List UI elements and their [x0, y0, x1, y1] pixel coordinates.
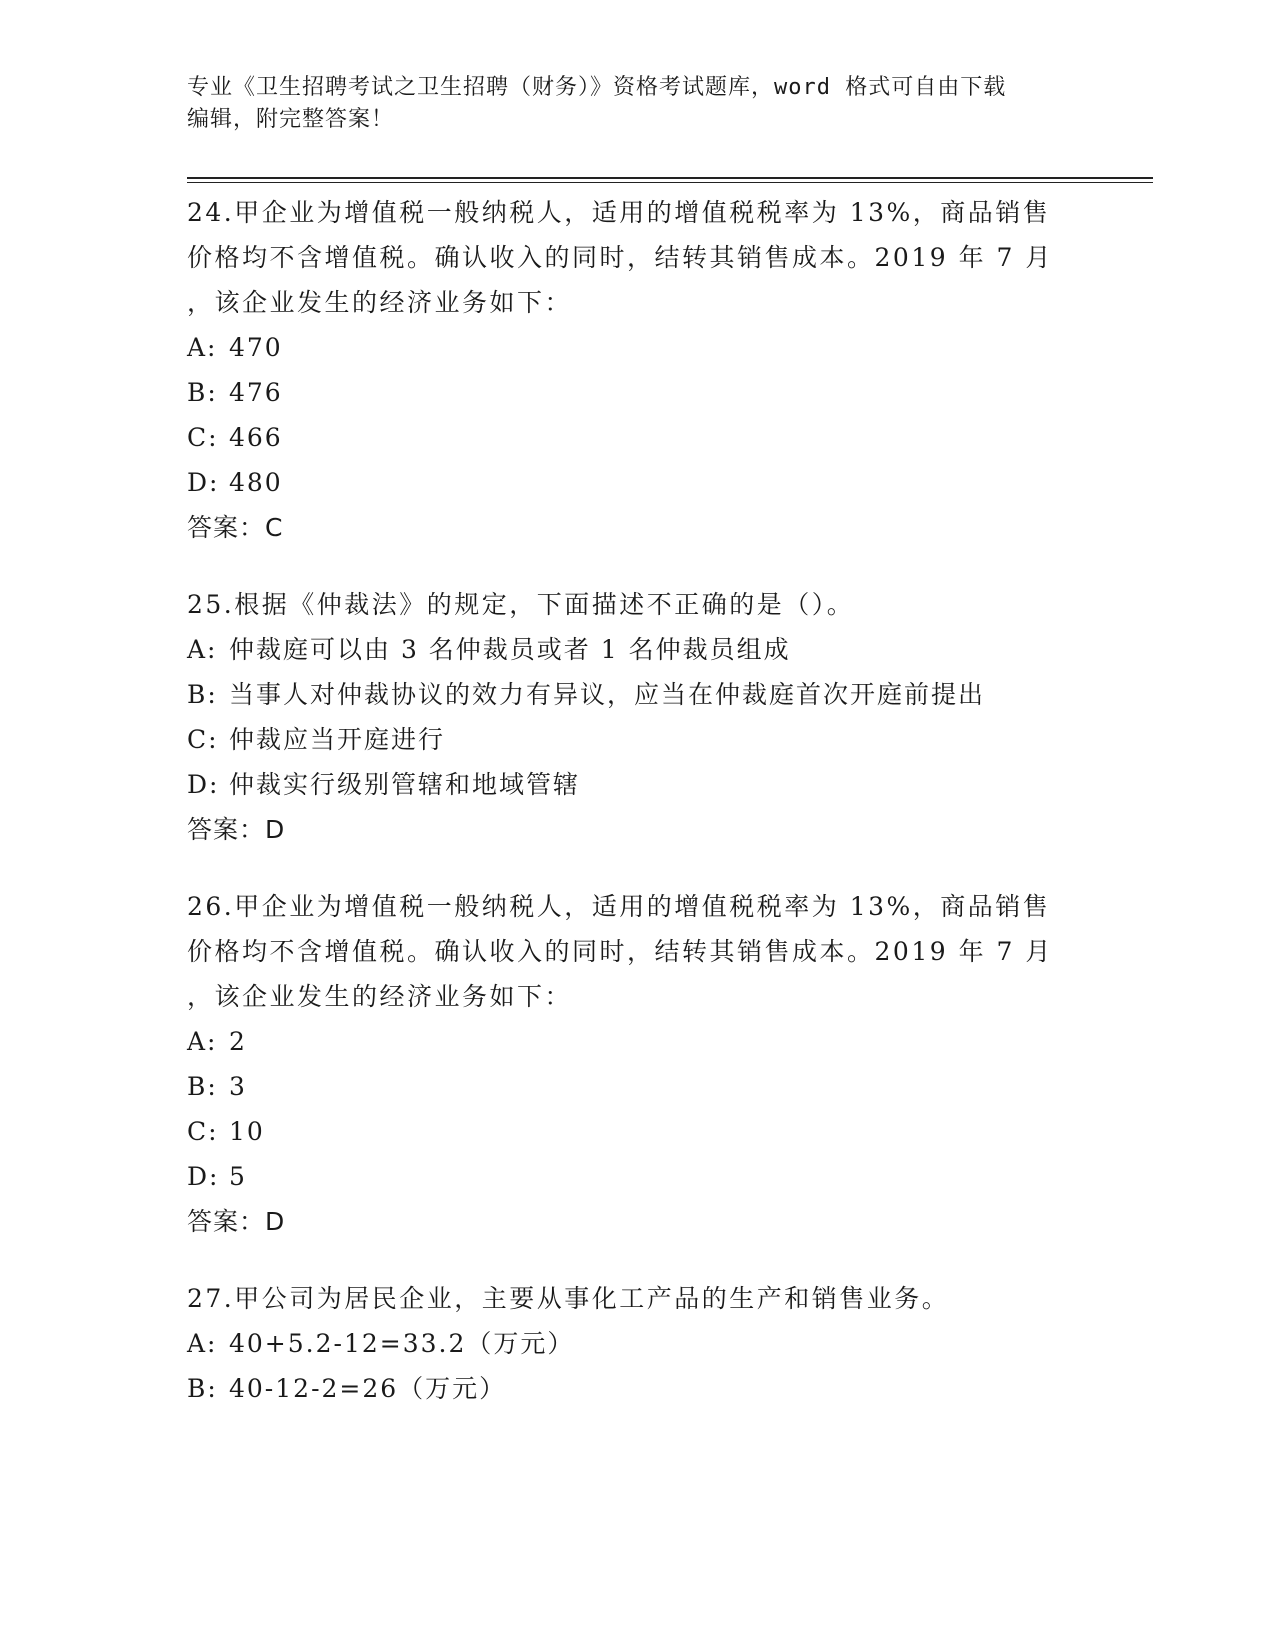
- question-24: [187, 190, 1087, 550]
- option-key: A:: [187, 1329, 218, 1358]
- option-b: [187, 370, 1087, 415]
- stem-line: ，该企业发生的经济业务如下：: [187, 982, 573, 1011]
- option-b: [187, 672, 1087, 717]
- option-text: 466: [229, 423, 283, 452]
- option-text: 40+5.2-12=33.2（万元）: [229, 1329, 575, 1358]
- option-text: 2: [229, 1027, 247, 1056]
- option-b: [187, 1064, 1087, 1109]
- option-b: [187, 1366, 1087, 1411]
- header-divider-thin: [187, 182, 1153, 183]
- answer-line: 答案：D: [187, 815, 286, 844]
- question-list: [187, 190, 1087, 1443]
- question-stem: [187, 884, 1087, 1019]
- option-text: 10: [229, 1117, 265, 1146]
- option-text: 当事人对仲裁协议的效力有异议，应当在仲裁庭首次开庭前提出: [229, 680, 986, 709]
- stem-line: 24.甲企业为增值税一般纳税人，适用的增值税税率为 13%，商品销售: [187, 198, 1051, 227]
- option-a: [187, 325, 1087, 370]
- question-stem: [187, 190, 1087, 325]
- option-key: B:: [187, 1374, 218, 1403]
- question-stem: [187, 1276, 1087, 1321]
- option-key: A:: [187, 635, 218, 664]
- option-key: A:: [187, 1027, 218, 1056]
- option-c: [187, 415, 1087, 460]
- option-a: [187, 1019, 1087, 1064]
- question-stem: [187, 582, 1087, 627]
- option-a: [187, 627, 1087, 672]
- stem-line: ，该企业发生的经济业务如下：: [187, 288, 573, 317]
- answer-line: 答案：C: [187, 513, 284, 542]
- option-text: 5: [229, 1162, 247, 1191]
- option-key: D:: [187, 770, 220, 799]
- option-key: D:: [187, 468, 220, 497]
- question-25: [187, 582, 1087, 852]
- header-line-1: 专业《卫生招聘考试之卫生招聘（财务）》资格考试题库，word 格式可自由下载: [187, 75, 1007, 100]
- option-a: [187, 1321, 1087, 1366]
- answer-line: 答案：D: [187, 1207, 286, 1236]
- stem-line: 价格均不含增值税。确认收入的同时，结转其销售成本。2019 年 7 月: [187, 937, 1053, 966]
- stem-line: 25.根据《仲裁法》的规定，下面描述不正确的是（）。: [187, 590, 855, 619]
- option-c: [187, 717, 1087, 762]
- document-header: [187, 72, 1087, 136]
- option-d: [187, 460, 1087, 505]
- stem-line: 27.甲公司为居民企业，主要从事化工产品的生产和销售业务。: [187, 1284, 950, 1313]
- stem-line: 26.甲企业为增值税一般纳税人，适用的增值税税率为 13%，商品销售: [187, 892, 1051, 921]
- question-26: [187, 884, 1087, 1244]
- option-text: 3: [229, 1072, 247, 1101]
- option-key: C:: [187, 1117, 219, 1146]
- option-text: 40-12-2=26（万元）: [229, 1374, 507, 1403]
- option-c: [187, 1109, 1087, 1154]
- stem-line: 价格均不含增值税。确认收入的同时，结转其销售成本。2019 年 7 月: [187, 243, 1053, 272]
- option-key: B:: [187, 680, 218, 709]
- option-text: 480: [229, 468, 283, 497]
- option-key: B:: [187, 1072, 218, 1101]
- option-d: [187, 762, 1087, 807]
- header-line-2: 编辑，附完整答案！: [187, 107, 395, 132]
- question-27: [187, 1276, 1087, 1411]
- option-key: B:: [187, 378, 218, 407]
- option-text: 仲裁庭可以由 3 名仲裁员或者 1 名仲裁员组成: [229, 635, 791, 664]
- option-key: C:: [187, 423, 219, 452]
- option-d: [187, 1154, 1087, 1199]
- option-key: C:: [187, 725, 219, 754]
- option-key: A:: [187, 333, 218, 362]
- option-text: 476: [229, 378, 283, 407]
- option-text: 仲裁应当开庭进行: [229, 725, 446, 754]
- option-key: D:: [187, 1162, 220, 1191]
- option-text: 470: [229, 333, 283, 362]
- header-divider-thick: [187, 177, 1153, 179]
- option-text: 仲裁实行级别管辖和地域管辖: [229, 770, 581, 799]
